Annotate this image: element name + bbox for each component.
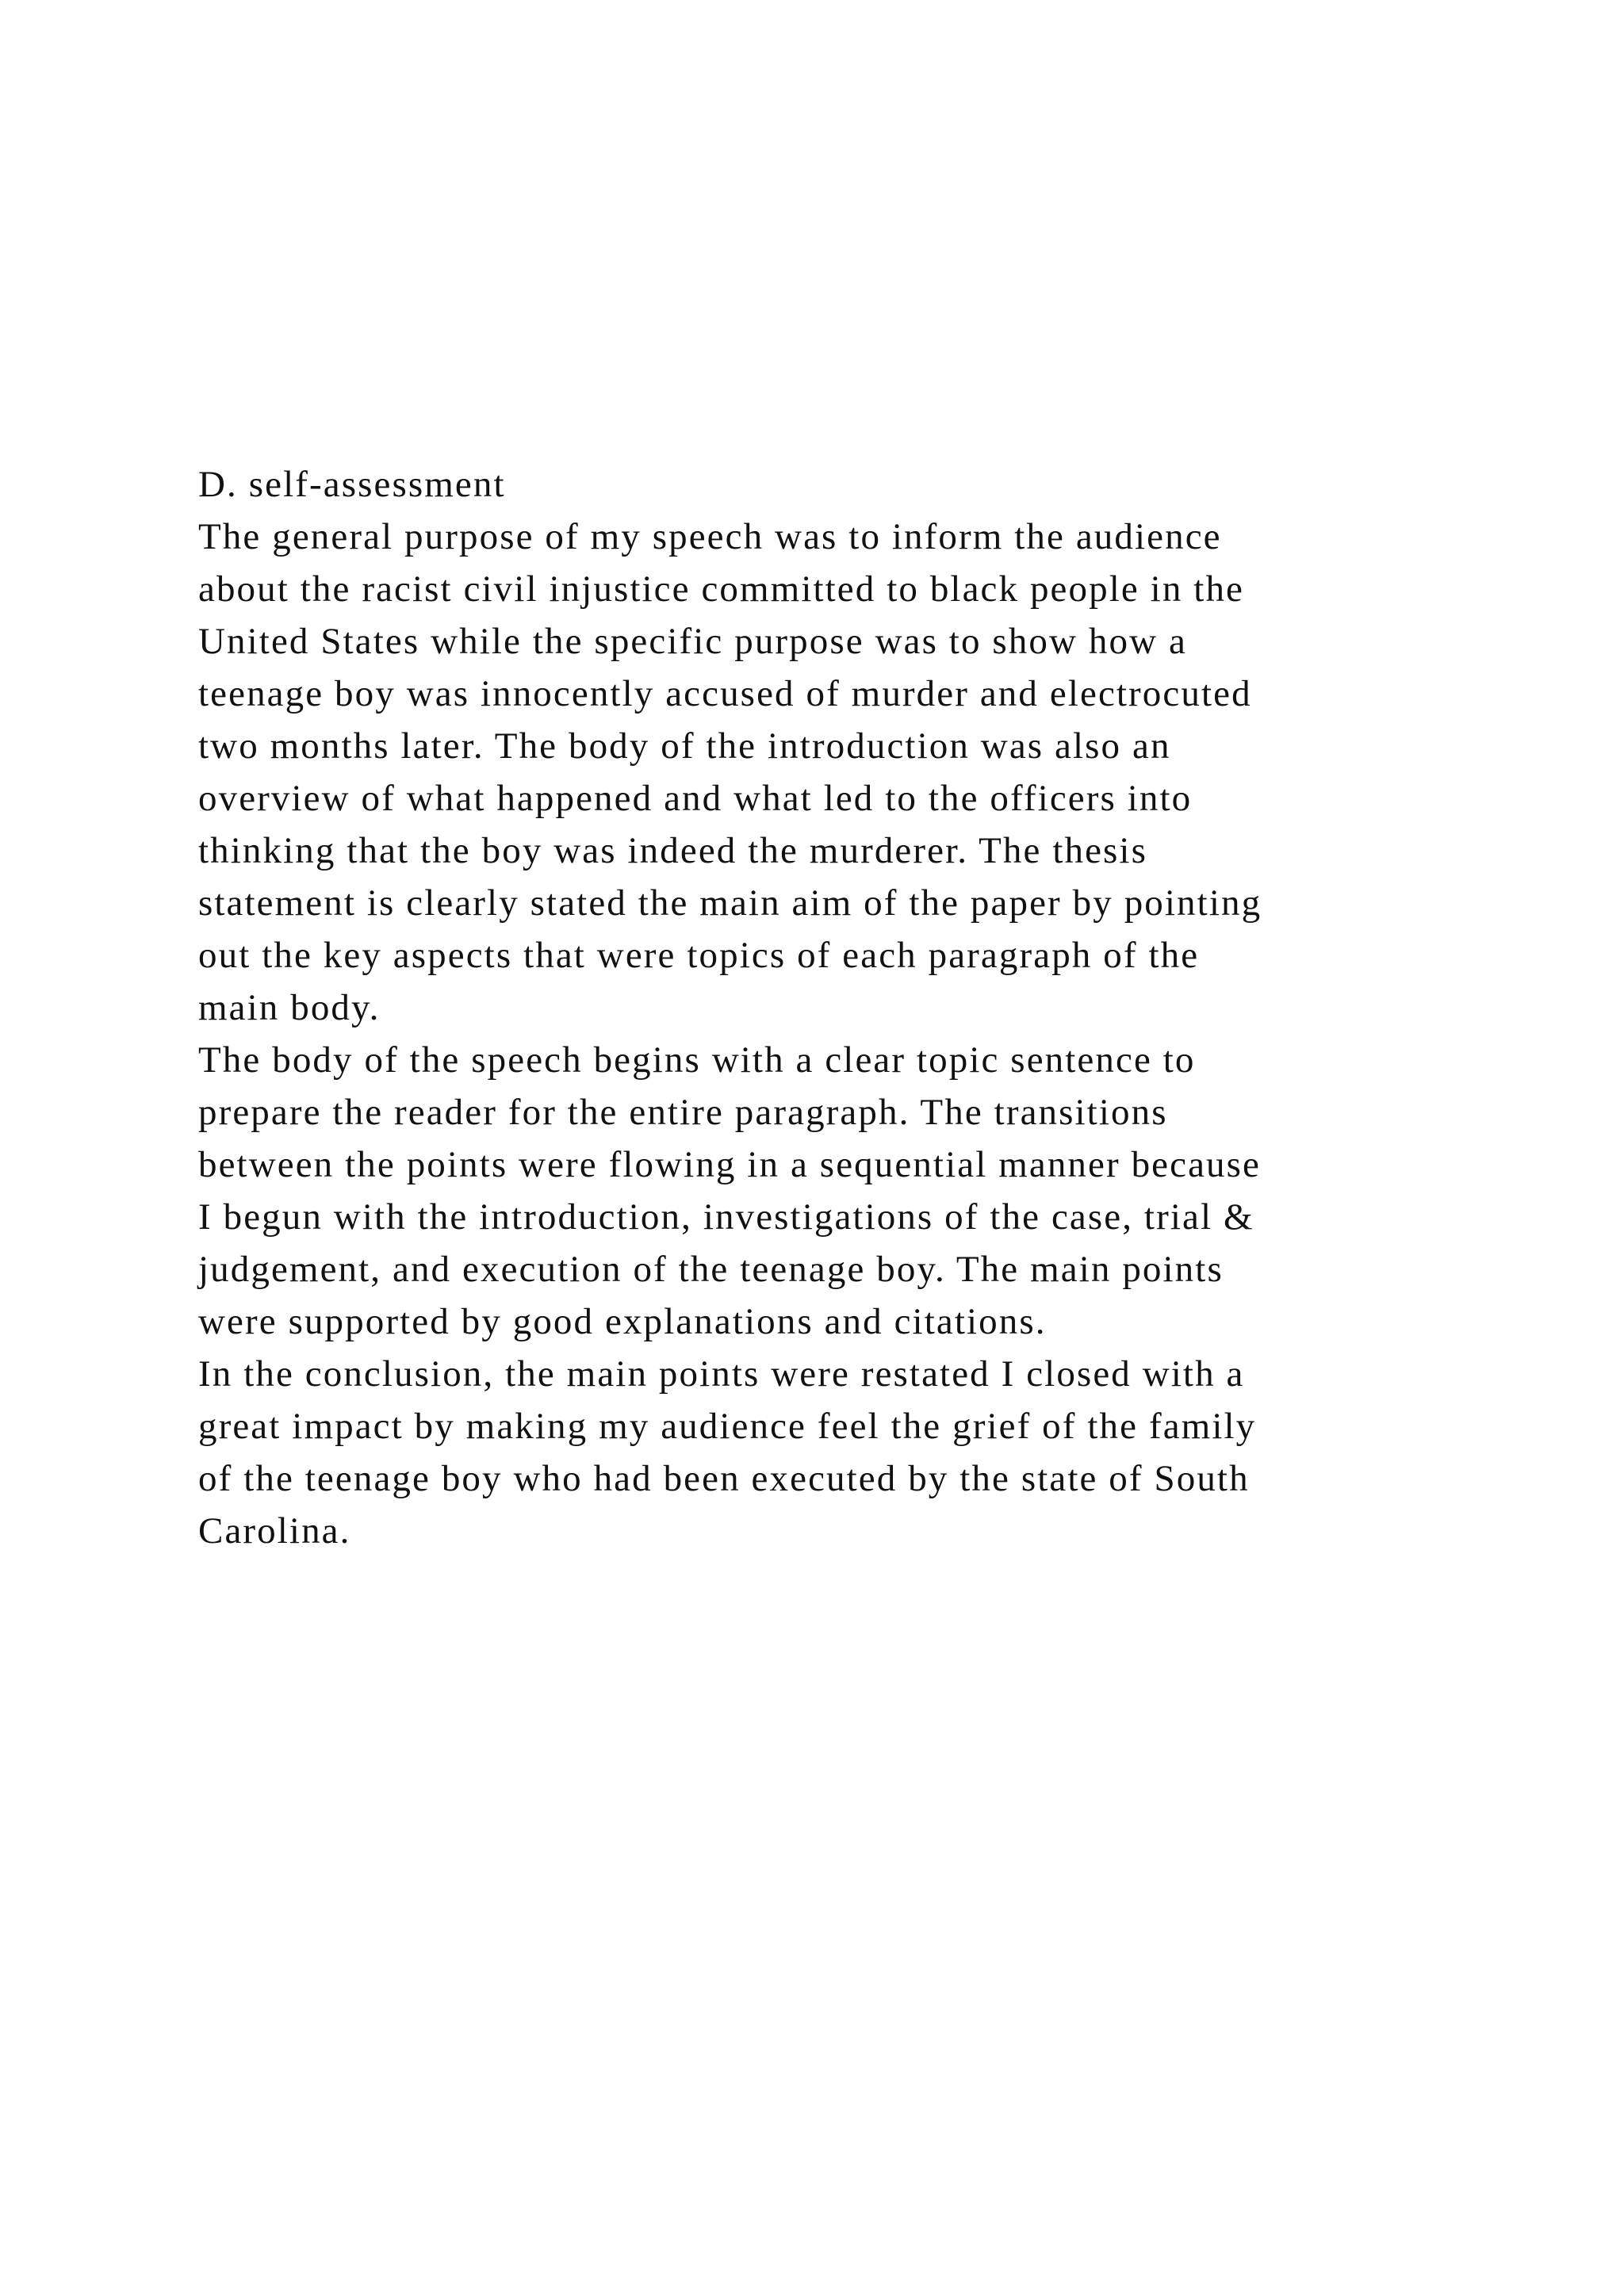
text-line: teenage boy was innocently accused of murder and electrocuted <box>198 673 1252 714</box>
text-line: out the key aspects that were topics of each paragraph of the <box>198 935 1200 976</box>
text-line: judgement, and execution of the teenage boy. The main points <box>198 1249 1224 1290</box>
document-body <box>198 458 1546 1557</box>
text-line: The general purpose of my speech was to inform the audience <box>198 516 1222 557</box>
section-heading: D. self-assessment <box>198 464 506 505</box>
text-line: Carolina. <box>198 1510 351 1552</box>
text-line: between the points were flowing in a sequential manner because <box>198 1144 1262 1185</box>
text-line: of the teenage boy who had been executed by the state of South <box>198 1458 1250 1499</box>
text-line: main body. <box>198 987 381 1028</box>
text-line: were supported by good explanations and citations. <box>198 1301 1047 1342</box>
text-line: overview of what happened and what led to the officers into <box>198 778 1193 819</box>
text-line: United States while the specific purpose was to show how a <box>198 621 1187 662</box>
text-line: statement is clearly stated the main aim of the paper by pointing <box>198 882 1262 924</box>
text-line: great impact by making my audience feel the grief of the family <box>198 1406 1257 1447</box>
text-line: The body of the speech begins with a clear topic sentence to <box>198 1039 1196 1081</box>
text-line: thinking that the boy was indeed the murderer. The thesis <box>198 830 1147 871</box>
text-line: I begun with the introduction, investigations of the case, trial & <box>198 1196 1254 1238</box>
text-line: In the conclusion, the main points were restated I closed with a <box>198 1353 1245 1395</box>
text-line: two months later. The body of the introduction was also an <box>198 725 1171 767</box>
text-line: about the racist civil injustice committed to black people in the <box>198 568 1245 610</box>
text-line: prepare the reader for the entire paragraph. The transitions <box>198 1092 1168 1133</box>
